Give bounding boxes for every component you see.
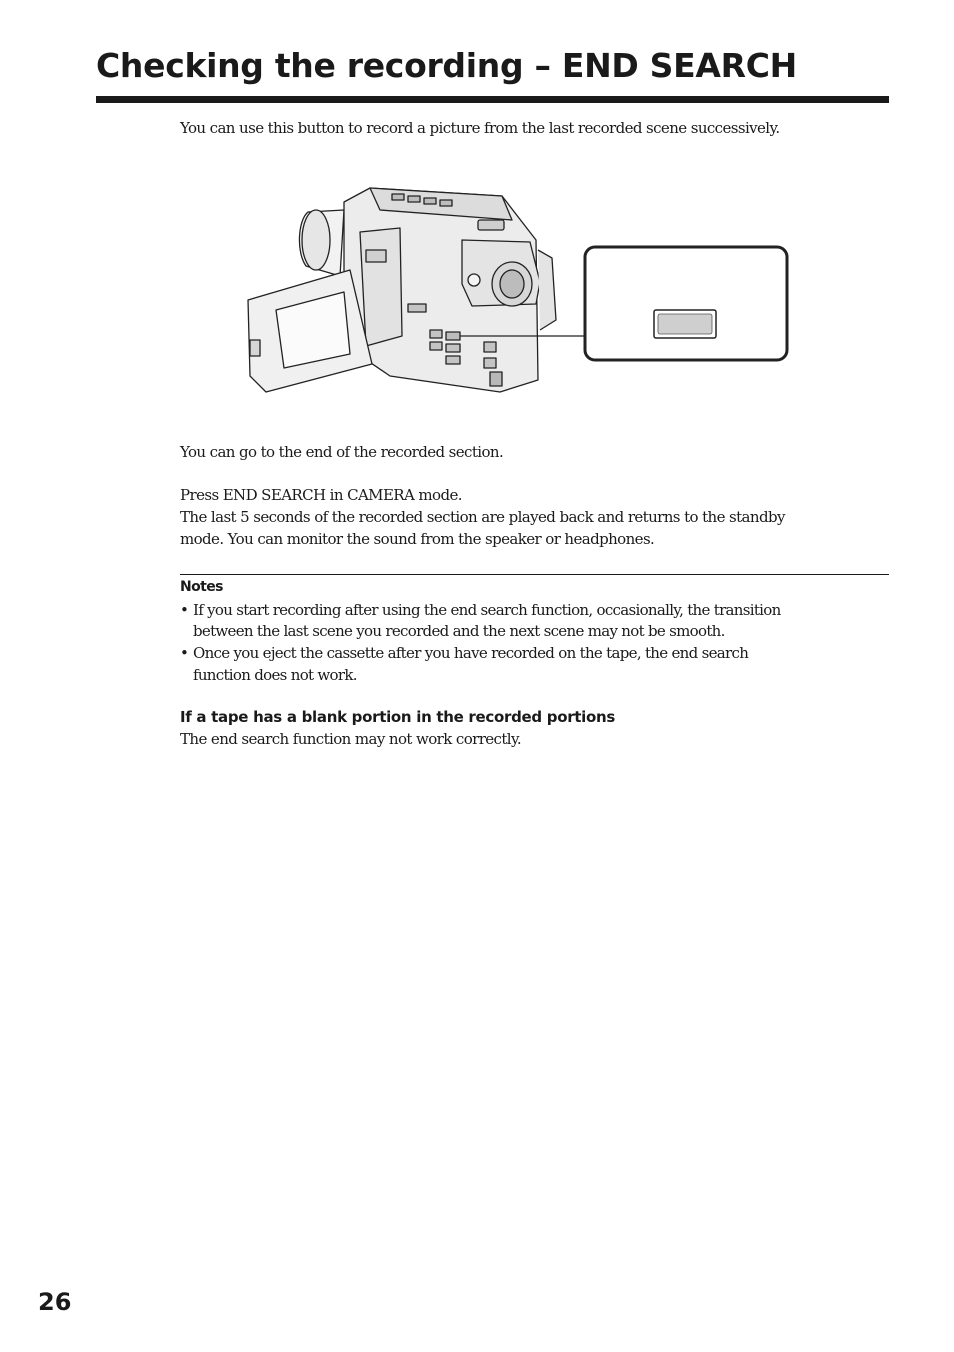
body-text-1: You can go to the end of the recorded section. — [180, 443, 504, 461]
note-2-line-1: Once you eject the cassette after you have recorded on the tape, the end search — [193, 644, 749, 662]
camcorder-illustration — [240, 180, 800, 405]
page-title: Checking the recording – END SEARCH — [96, 46, 797, 85]
note-1-line-1: If you start recording after using the end search function, occasionally, the transition — [193, 601, 781, 619]
note-2-line-2: function does not work. — [193, 666, 357, 684]
subsection-text: The end search function may not work correctly. — [180, 730, 522, 748]
notes-heading: Notes — [180, 579, 223, 595]
subsection-heading: If a tape has a blank portion in the recorded portions — [180, 708, 616, 726]
note-item-1-cont — [180, 621, 725, 643]
title-rule — [96, 96, 889, 103]
callout-box — [585, 247, 787, 360]
bullet: • — [180, 644, 189, 662]
notes-rule — [180, 574, 889, 575]
body-text-2: Press END SEARCH in CAMERA mode. — [180, 486, 462, 504]
end-search-button-small — [446, 332, 460, 340]
body-text-4: mode. You can monitor the sound from the speaker or headphones. — [180, 530, 655, 548]
body-text-3: The last 5 seconds of the recorded section are played back and returns to the standby — [180, 508, 785, 526]
page-number: 26 — [38, 1288, 72, 1316]
bullet: • — [180, 601, 189, 619]
note-item-2 — [180, 643, 748, 665]
note-item-1 — [180, 600, 781, 622]
note-1-line-2: between the last scene you recorded and the next scene may not be smooth. — [193, 622, 725, 640]
note-item-2-cont — [180, 665, 357, 687]
intro-text: You can use this button to record a picture from the last recorded scene successively. — [180, 119, 780, 137]
